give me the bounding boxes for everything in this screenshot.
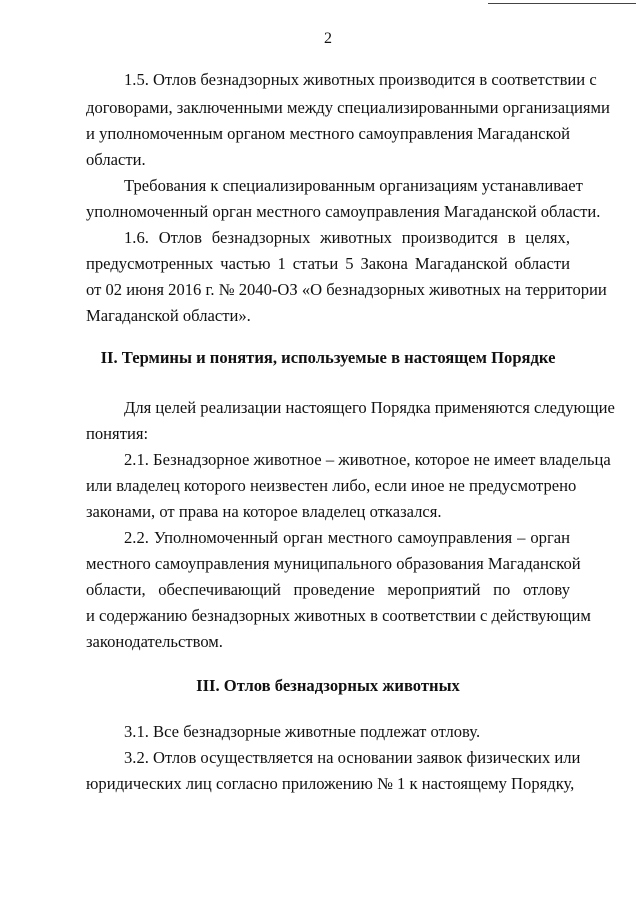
text-line: и уполномоченным органом местного самоуправления Магаданской bbox=[86, 124, 570, 143]
text-line: договорами, заключенными между специализированными организациями bbox=[86, 98, 610, 117]
page-number: 2 bbox=[324, 30, 332, 47]
text-line: юридических лиц согласно приложению № 1 к настоящему Порядку, bbox=[86, 774, 575, 793]
text-line: 2.1. Безнадзорное животное – животное, которое не имеет владельца bbox=[124, 450, 611, 469]
text-line: понятия: bbox=[86, 424, 149, 443]
text-line: Магаданской области». bbox=[86, 306, 251, 325]
text-line: области, обеспечивающий проведение мероприятий по отлову bbox=[86, 580, 570, 599]
text-line: законодательством. bbox=[86, 632, 223, 651]
text-line: Для целей реализации настоящего Порядка применяются следующие bbox=[124, 398, 615, 417]
text-line: 3.1. Все безнадзорные животные подлежат отлову. bbox=[124, 722, 481, 741]
text-line: уполномоченный орган местного самоуправления Магаданской области. bbox=[86, 202, 601, 221]
top-edge-rule bbox=[488, 3, 636, 4]
text-line: предусмотренных частью 1 статьи 5 Закона Магаданской области bbox=[86, 254, 570, 273]
text-line: законами, от права на которое владелец отказался. bbox=[86, 502, 442, 521]
text-line: и содержанию безнадзорных животных в соответствии с действующим bbox=[86, 606, 591, 625]
text-line: 1.5. Отлов безнадзорных животных производится в соответствии с bbox=[124, 70, 597, 89]
section-heading: III. Отлов безнадзорных животных bbox=[196, 676, 460, 695]
text-line: Требования к специализированным организациям устанавливает bbox=[124, 176, 583, 195]
text-line: 3.2. Отлов осуществляется на основании заявок физических или bbox=[124, 748, 581, 767]
text-line: области. bbox=[86, 150, 146, 169]
text-line: или владелец которого неизвестен либо, если иное не предусмотрено bbox=[86, 476, 577, 495]
text-line: местного самоуправления муниципального образования Магаданской bbox=[86, 554, 581, 573]
section-heading: II. Термины и понятия, используемые в настоящем Порядке bbox=[100, 348, 556, 367]
text-line: 1.6. Отлов безнадзорных животных производится в целях, bbox=[124, 228, 570, 247]
text-line: 2.2. Уполномоченный орган местного самоуправления – орган bbox=[124, 528, 570, 547]
text-line: от 02 июня 2016 г. № 2040-ОЗ «О безнадзорных животных на территории bbox=[86, 280, 607, 299]
